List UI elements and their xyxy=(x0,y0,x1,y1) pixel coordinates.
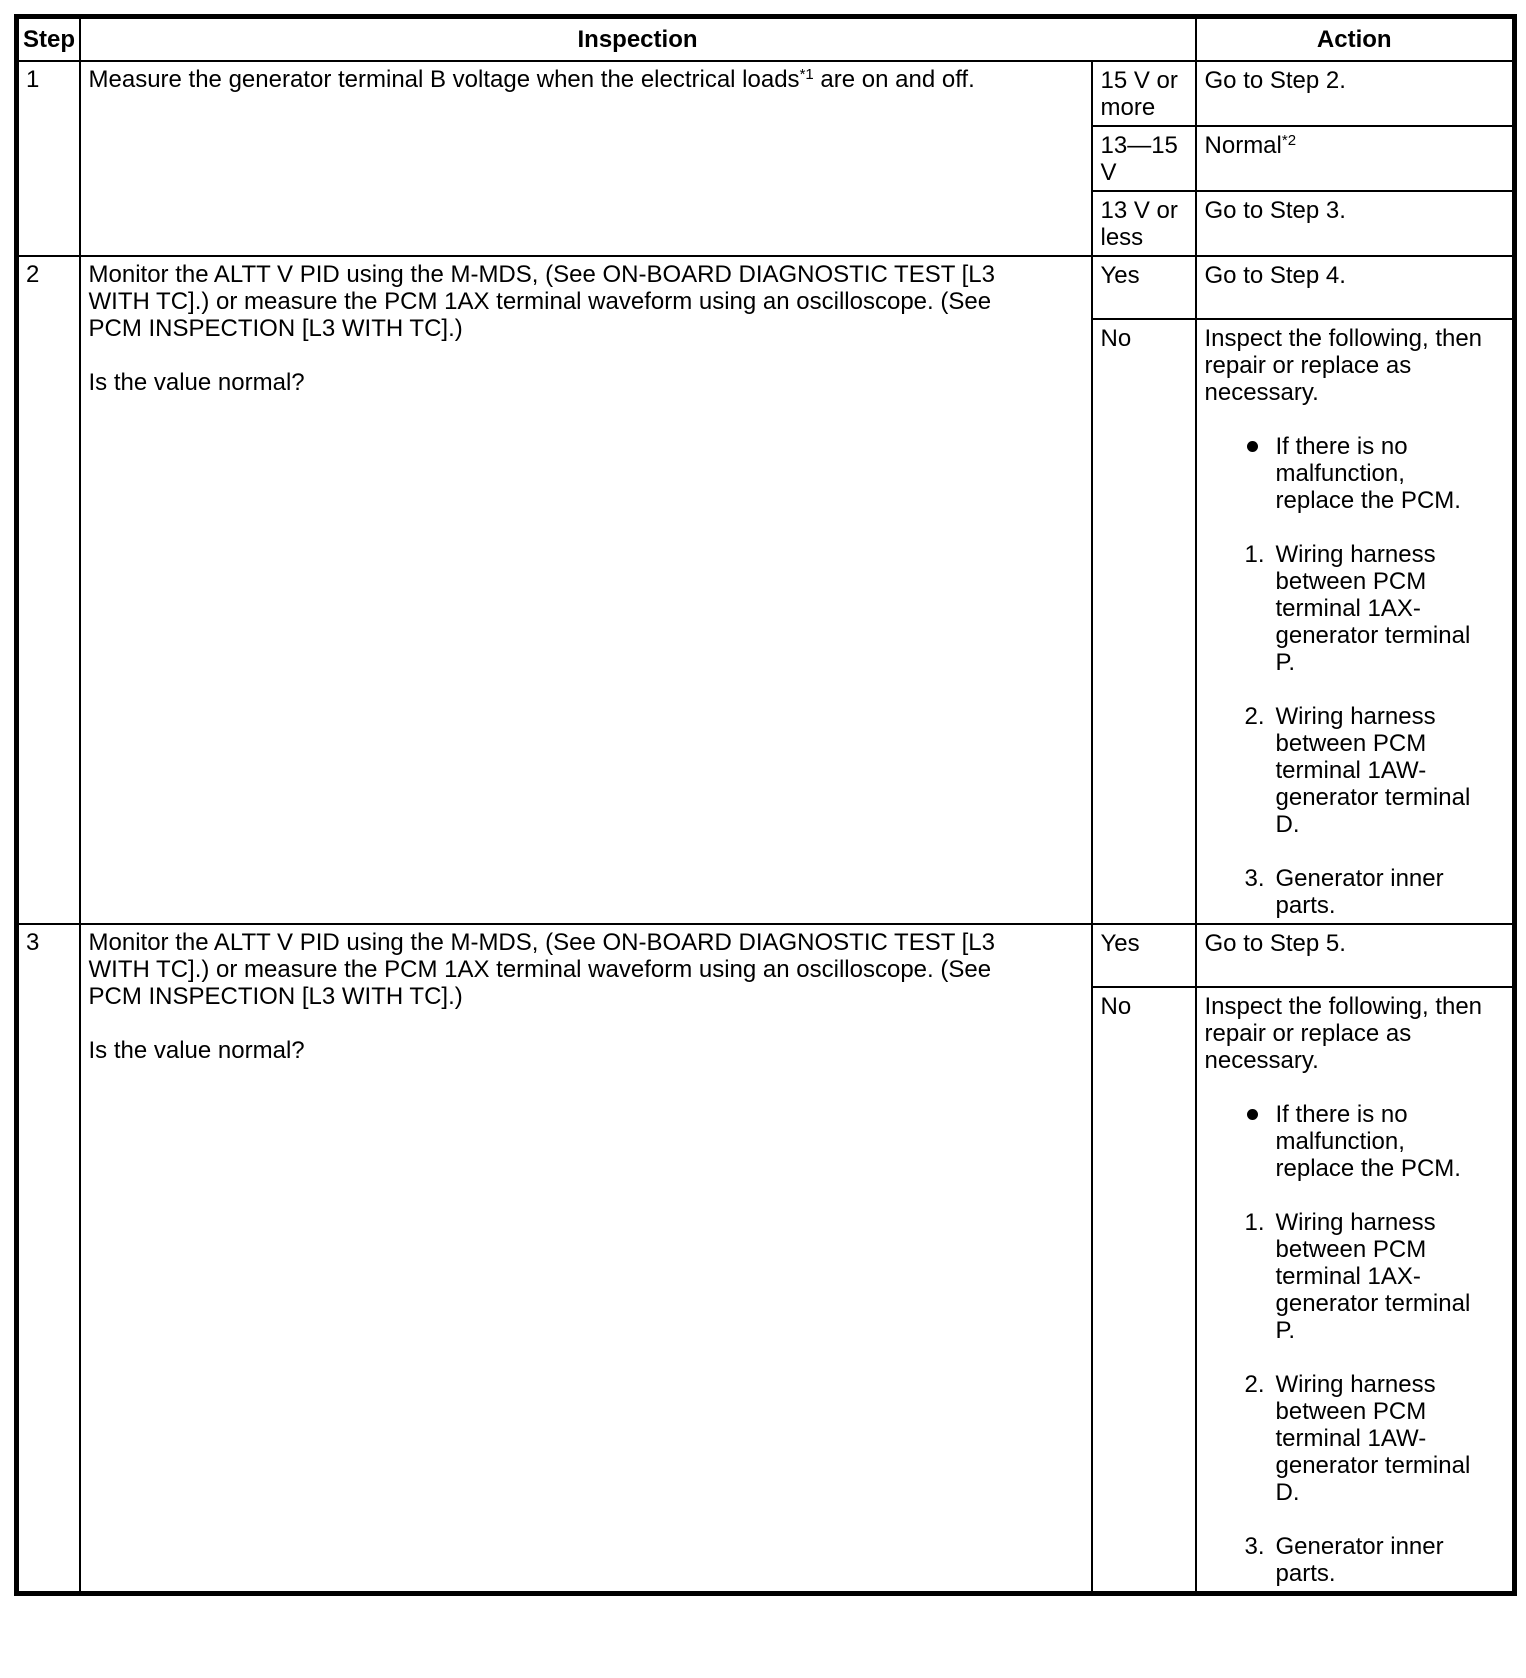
table-row-step-1 xyxy=(17,61,1515,126)
result-condition: No xyxy=(1092,319,1196,924)
list-item: Generator inner parts. xyxy=(1275,1533,1444,1587)
inspection-text xyxy=(89,66,1016,93)
table-row-step-3 xyxy=(17,924,1515,987)
action-text-part: Normal xyxy=(1204,132,1282,159)
inspection-text-part: Measure the generator terminal B voltage when the electrical loads xyxy=(88,66,800,93)
list-item: Wiring harness between PCM terminal 1AW-generator terminal D. xyxy=(1275,703,1471,838)
list-item: Wiring harness between PCM terminal 1AW-generator terminal D. xyxy=(1275,1371,1471,1506)
numbered-list xyxy=(1205,1209,1491,1587)
action-intro: Inspect the following, then repair or replace as necessary. xyxy=(1204,325,1483,406)
action-text: Go to Step 2. xyxy=(1196,61,1515,126)
result-condition: 13—15 V xyxy=(1092,126,1196,191)
list-item: If there is no malfunction, replace the PCM. xyxy=(1276,1101,1491,1182)
step-number: 3 xyxy=(17,924,80,1594)
inspection-question: Is the value normal? xyxy=(88,369,305,396)
bullet-list xyxy=(1205,1101,1491,1182)
action-text: Go to Step 5. xyxy=(1196,924,1515,987)
list-item: Wiring harness between PCM terminal 1AX-generator terminal P. xyxy=(1275,1209,1471,1344)
troubleshooting-table xyxy=(14,14,1517,1596)
action-text: Go to Step 4. xyxy=(1196,256,1515,319)
result-condition: Yes xyxy=(1092,924,1196,987)
step-number: 2 xyxy=(17,256,80,924)
inspection-question: Is the value normal? xyxy=(88,1037,305,1064)
table-row-step-2 xyxy=(17,256,1515,319)
inspection-cell xyxy=(80,924,1092,1594)
list-item: Generator inner parts. xyxy=(1275,865,1444,919)
numbered-list xyxy=(1205,541,1491,919)
action-text: Go to Step 3. xyxy=(1196,191,1515,256)
inspection-cell xyxy=(80,61,1092,256)
col-header-inspection: Inspection xyxy=(80,17,1196,62)
action-cell xyxy=(1196,319,1515,924)
inspection-cell xyxy=(80,256,1092,924)
footnote-marker: *1 xyxy=(799,66,814,83)
result-condition: 15 V or more xyxy=(1092,61,1196,126)
footnote-marker: *2 xyxy=(1281,132,1297,149)
list-item: Wiring harness between PCM terminal 1AX-generator terminal P. xyxy=(1275,541,1471,676)
step-number: 1 xyxy=(17,61,80,256)
action-cell xyxy=(1196,987,1515,1594)
col-header-action: Action xyxy=(1196,17,1515,62)
list-item: If there is no malfunction, replace the PCM. xyxy=(1276,433,1491,514)
table-header-row xyxy=(17,17,1515,62)
action-text xyxy=(1196,126,1515,191)
col-header-step: Step xyxy=(17,17,80,62)
result-condition: No xyxy=(1092,987,1196,1594)
result-condition: Yes xyxy=(1092,256,1196,319)
inspection-text: Monitor the ALTT V PID using the M-MDS, (See ON-BOARD DIAGNOSTIC TEST [L3 WITH TC].) or measure the PCM 1AX terminal waveform using an oscilloscope. (See PCM INSPECTION [L3 WITH TC].) xyxy=(88,261,995,342)
inspection-text: Monitor the ALTT V PID using the M-MDS, (See ON-BOARD DIAGNOSTIC TEST [L3 WITH TC].) or measure the PCM 1AX terminal waveform using an oscilloscope. (See PCM INSPECTION [L3 WITH TC].) xyxy=(88,929,995,1010)
bullet-list xyxy=(1205,433,1491,514)
inspection-text-part: are on and off. xyxy=(813,66,975,93)
result-condition: 13 V or less xyxy=(1092,191,1196,256)
action-intro: Inspect the following, then repair or replace as necessary. xyxy=(1204,993,1483,1074)
